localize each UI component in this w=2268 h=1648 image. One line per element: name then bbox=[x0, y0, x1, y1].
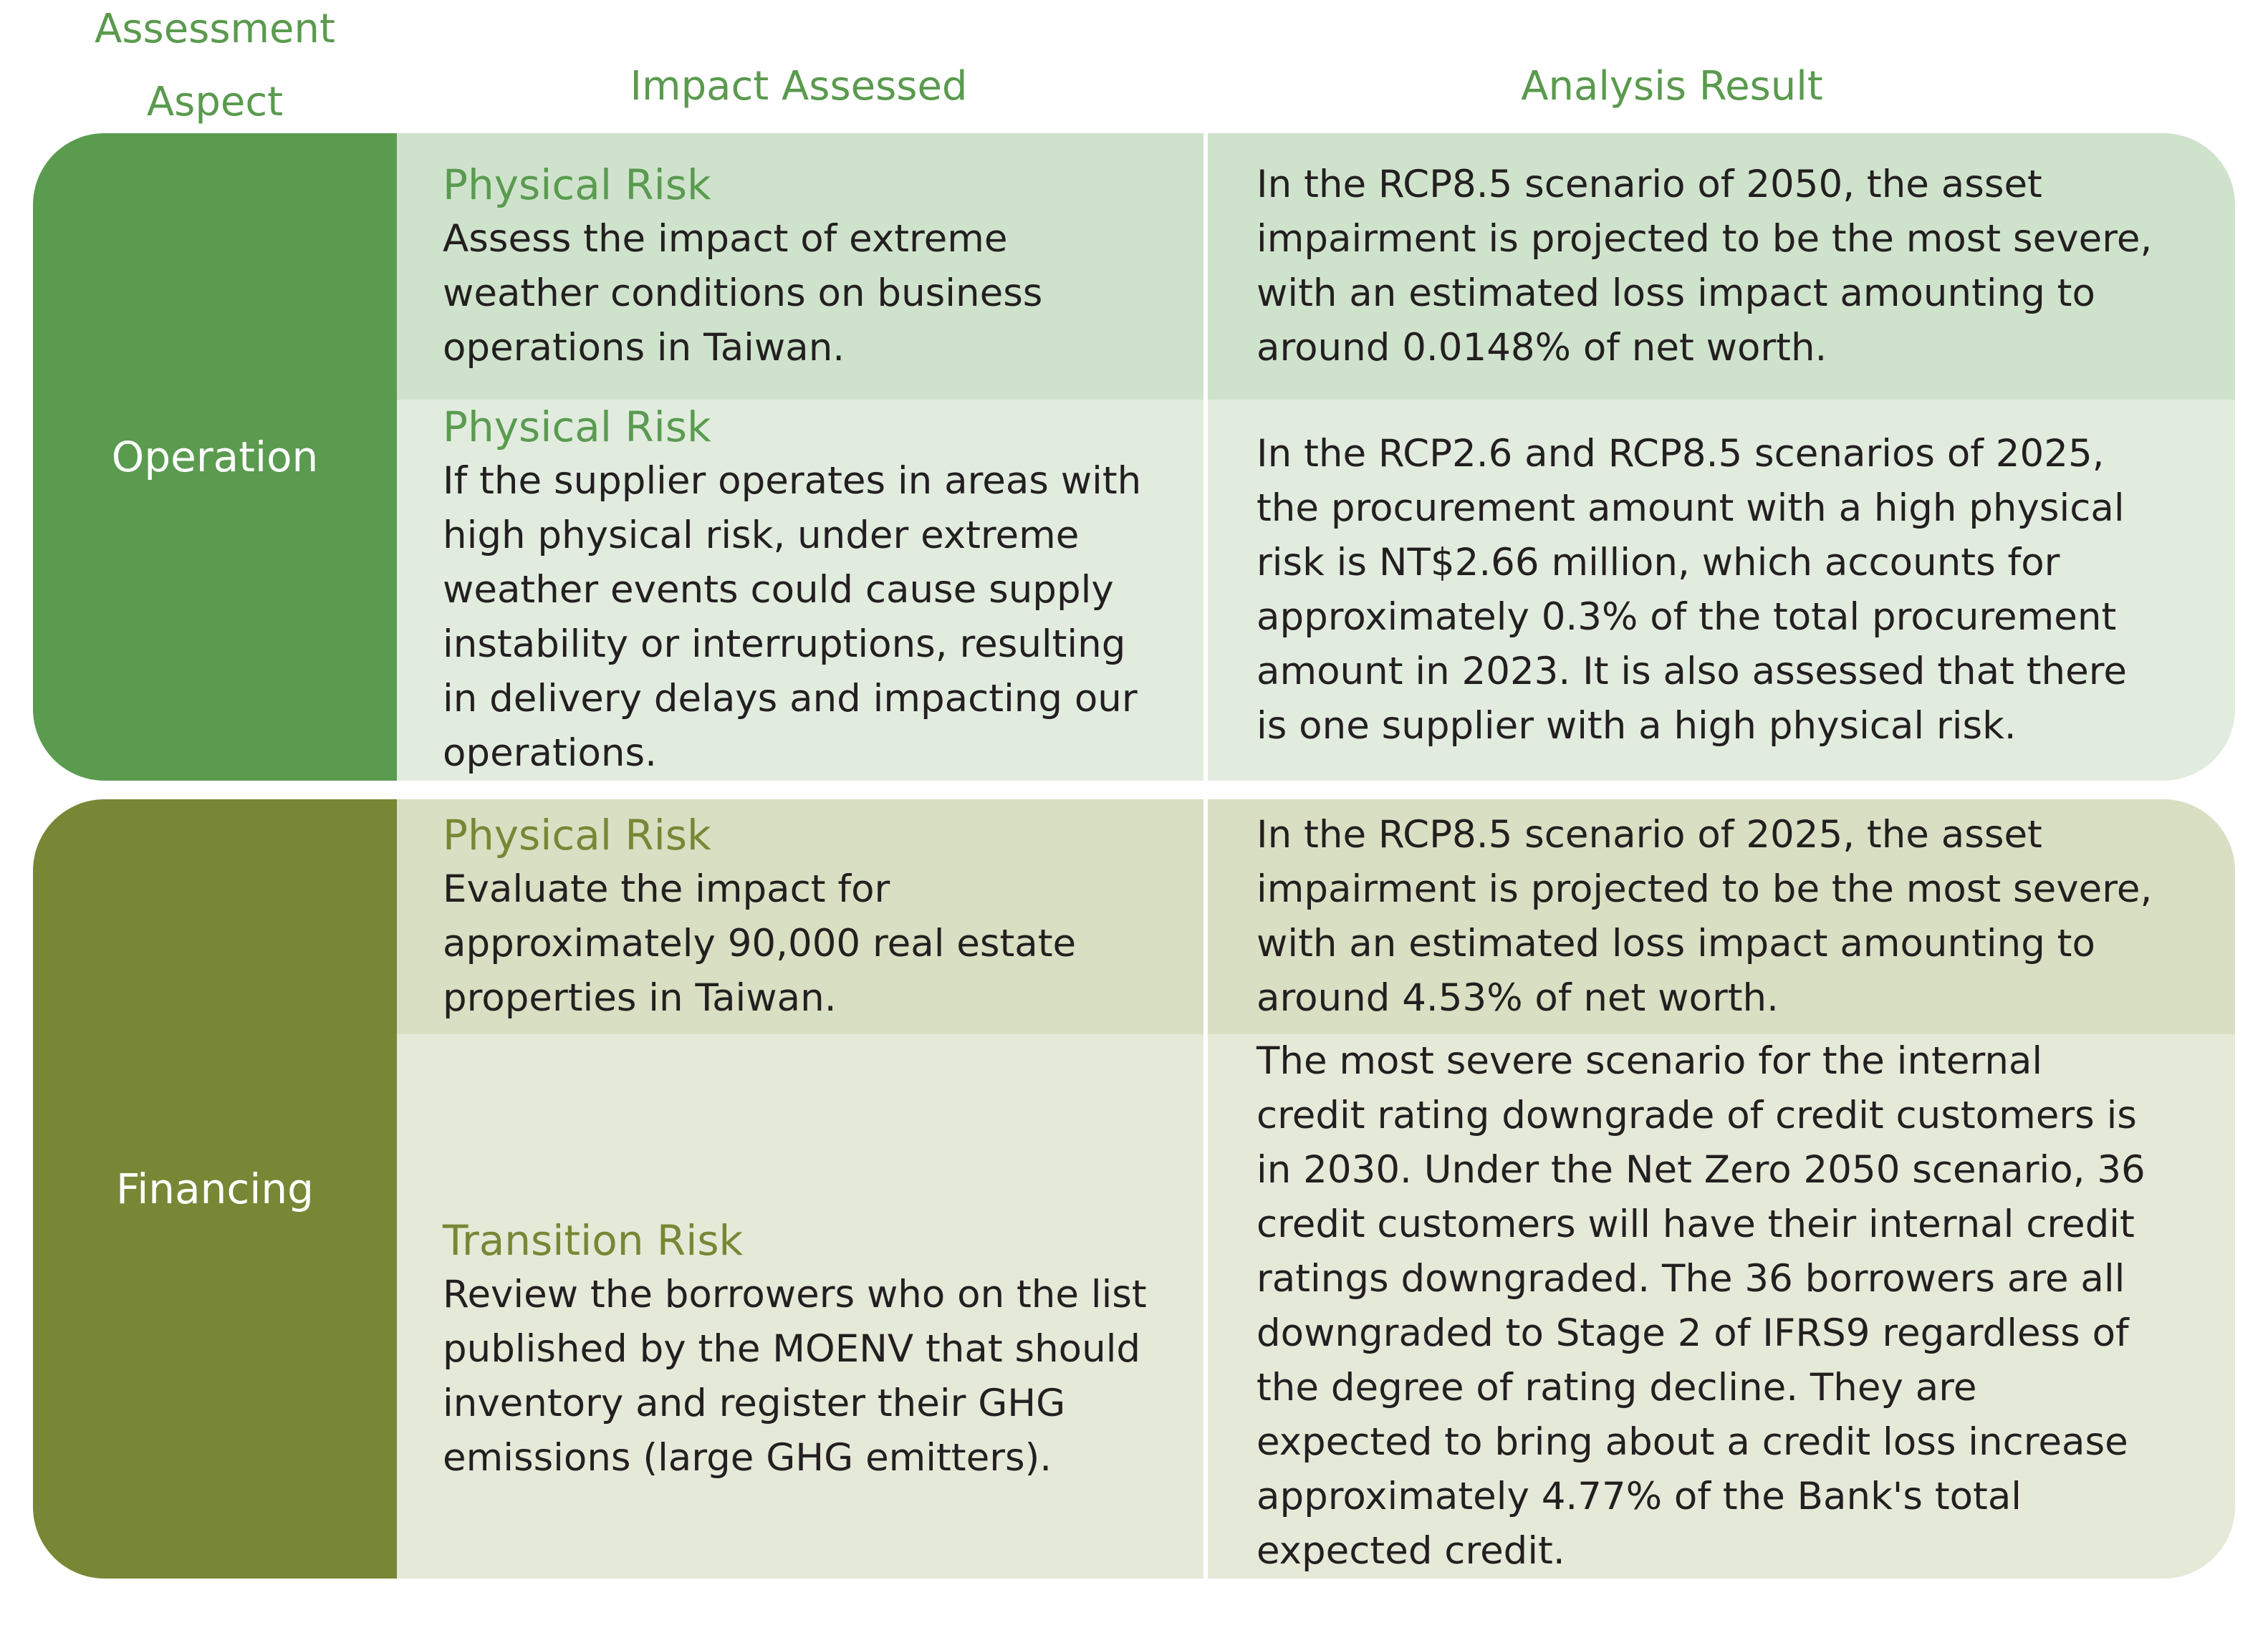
impact-cell bbox=[397, 1034, 1208, 1579]
impact-cell bbox=[397, 133, 1208, 400]
table-row bbox=[397, 400, 2235, 781]
risk-title: Physical Risk bbox=[443, 811, 711, 859]
result-text: The most severe scenario for the internal credit rating downgrade of credit customers is in 2030. Under the Net Zero 2050 scenario, 36 credit customers will have their internal credit ratings downgraded. The 36 borrowers are all downgraded to Stage 2 of IFRS9 regardless of the degree of rating decline. They are expected to bring about a credit loss increase approximately 4.77% of the Bank's total expected credit. bbox=[1256, 1039, 2146, 1573]
impact-cell bbox=[397, 400, 1208, 781]
header-analysis-result: Analysis Result bbox=[1521, 63, 1823, 110]
table-row bbox=[397, 1034, 2235, 1579]
financing-rows bbox=[397, 799, 2235, 1579]
table-row bbox=[397, 799, 2235, 1034]
impact-text: If the supplier operates in areas with high physical risk, under extreme weather events could cause supply instability or interruptions, resulting in delivery delays and impacting our operations. bbox=[443, 459, 1142, 775]
impact-text: Review the borrowers who on the list published by the MOENV that should inventory and register their GHG emissions (large GHG emitters). bbox=[443, 1273, 1147, 1480]
operation-rows bbox=[397, 133, 2235, 781]
result-cell bbox=[1208, 133, 2235, 400]
risk-title: Physical Risk bbox=[443, 403, 711, 451]
result-cell bbox=[1208, 1034, 2235, 1579]
header-impact-assessed: Impact Assessed bbox=[630, 63, 968, 110]
result-cell bbox=[1208, 400, 2235, 781]
result-text: In the RCP2.6 and RCP8.5 scenarios of 2025, the procurement amount with a high physical risk is NT$2.66 million, which accounts for approximately 0.3% of the total procurement amount in 2023. It is also assessed that there is one supplier with a high physical risk. bbox=[1256, 432, 2127, 748]
risk-title: Transition Risk bbox=[443, 1216, 744, 1265]
impact-text: Assess the impact of extreme weather conditions on business operations in Taiwan. bbox=[443, 217, 1043, 370]
group-operation bbox=[33, 133, 2235, 781]
impact-text: Evaluate the impact for approximately 90,000 real estate properties in Taiwan. bbox=[443, 867, 1077, 1020]
header-assessment-aspect: Assessment Aspect bbox=[95, 6, 335, 125]
result-cell bbox=[1208, 799, 2235, 1034]
result-text: In the RCP8.5 scenario of 2050, the asset impairment is projected to be the most severe, with an estimated loss impact amounting to around 0.0148% of net worth. bbox=[1256, 163, 2153, 370]
impact-cell bbox=[397, 799, 1208, 1034]
group-financing bbox=[33, 799, 2235, 1579]
table-row bbox=[397, 133, 2235, 400]
aspect-label-operation: Operation bbox=[33, 133, 397, 781]
aspect-label-financing: Financing bbox=[33, 799, 397, 1579]
risk-title: Physical Risk bbox=[443, 160, 711, 209]
result-text: In the RCP8.5 scenario of 2025, the asset impairment is projected to be the most severe, with an estimated loss impact amounting to around 4.53% of net worth. bbox=[1256, 813, 2153, 1020]
